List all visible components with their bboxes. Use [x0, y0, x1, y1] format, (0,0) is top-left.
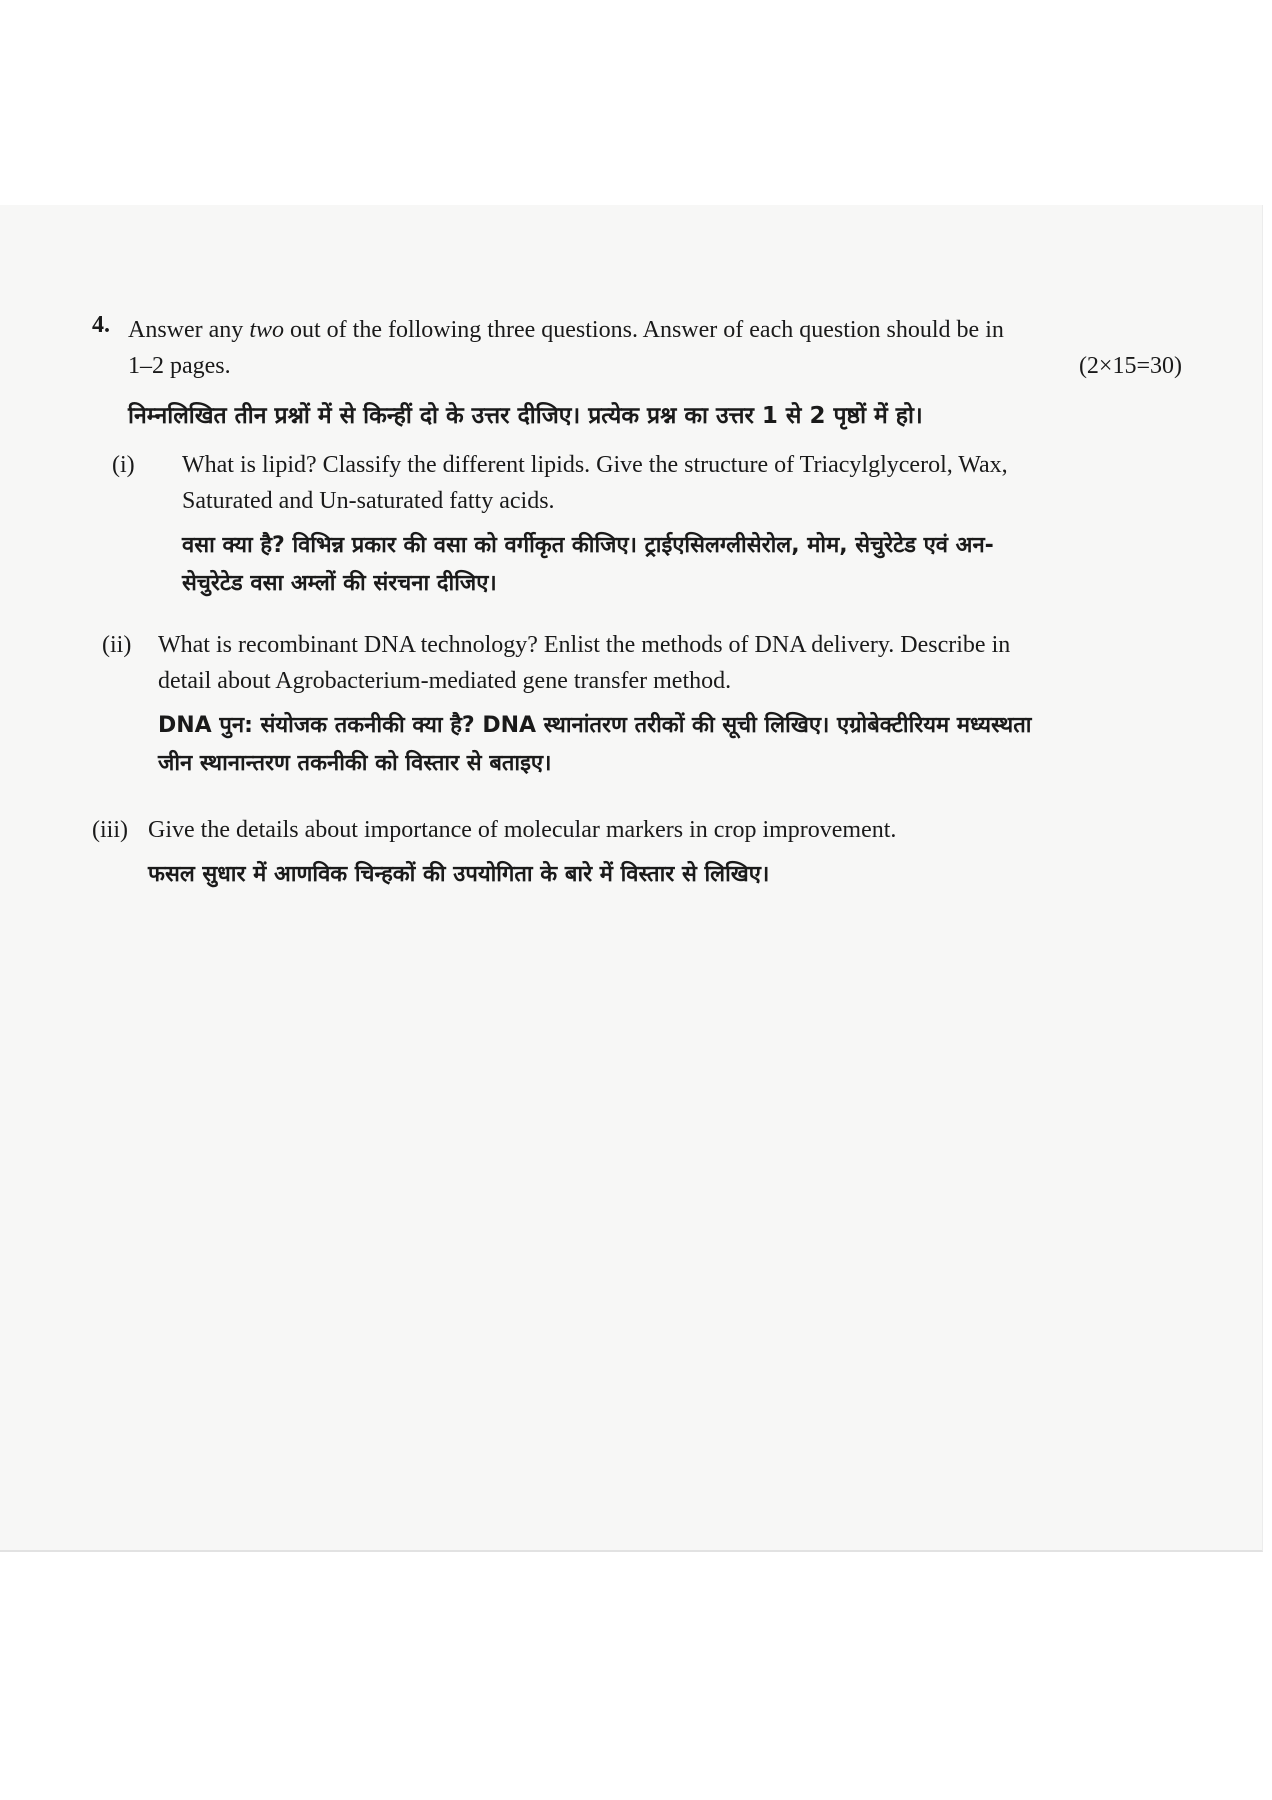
sub-question-hindi: फसल सुधार में आणविक चिन्हकों की उपयोगिता के बारे में विस्तार से लिखिए।: [148, 862, 770, 887]
sub-question-body: [148, 812, 1032, 894]
sub-question-english: Give the details about importance of molecular markers in crop improvement.: [148, 817, 897, 843]
question-header: [92, 312, 1182, 384]
instruction-emphasis: two: [249, 317, 284, 343]
sub-question-ii: [102, 627, 1032, 783]
question-instruction: [128, 312, 1182, 384]
question-4: [92, 312, 1182, 434]
instruction-line-1: [128, 312, 1182, 348]
question-number: 4.: [92, 312, 110, 338]
sub-question-label: (iii): [92, 817, 128, 843]
instruction-hindi: निम्नलिखित तीन प्रश्नों में से किन्हीं दो के उत्तर दीजिए। प्रत्येक प्रश्न का उत्तर 1 से 2 पृष्ठों में हो।: [128, 403, 923, 429]
sub-question-english: What is recombinant DNA technology? Enlist the methods of DNA delivery. Describe in detail about Agrobacterium-mediated gene transfer method.: [158, 632, 1011, 694]
instruction-part-1: Answer any: [128, 317, 250, 343]
sub-question-hindi: DNA पुन: संयोजक तकनीकी क्या है? DNA स्थानांतरण तरीकों की सूची लिखिए। एग्रोबेक्टीरियम मध्यस्थता जीन स्थानान्तरण तकनीकी को विस्तार से बताइए।: [158, 713, 1032, 776]
instruction-pages: 1–2 pages.: [128, 353, 231, 379]
sub-question-iii: [92, 812, 1032, 894]
sub-question-body: [158, 627, 1032, 783]
sub-question-label: (i): [112, 452, 135, 478]
sub-question-label: (ii): [102, 632, 132, 658]
sub-question-body: [182, 447, 1032, 603]
instruction-line-2: [128, 348, 1182, 384]
sub-question-i: [112, 447, 1032, 603]
marks-label: (2×15=30): [1078, 353, 1182, 379]
sub-question-english: What is lipid? Classify the different lipids. Give the structure of Triacylglycerol, Wax, Saturated and Un-saturated fatty acids.: [182, 452, 1008, 514]
sub-question-hindi: वसा क्या है? विभिन्न प्रकार की वसा को वर्गीकृत कीजिए। ट्राईएसिलग्लीसेरोल, मोम, सेचुरेटेड एवं अन-सेचुरेटेड वसा अम्लों की संरचना दीजिए।: [182, 533, 994, 596]
instruction-part-2: out of the following three questions. Answer of each question should be in: [284, 317, 1004, 343]
